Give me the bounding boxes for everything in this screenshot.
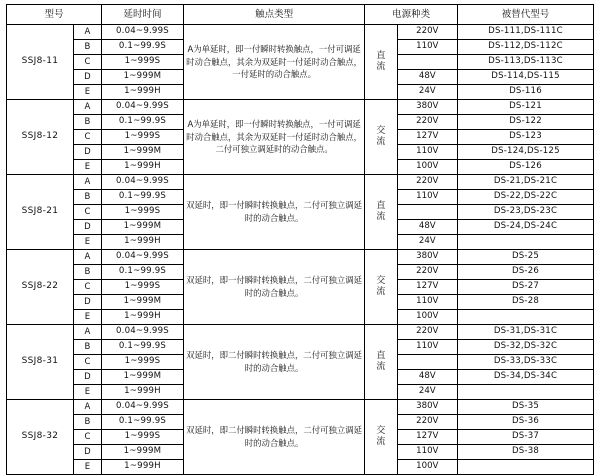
replacement-model-cell: DS-112,DS-112C	[458, 40, 594, 55]
code-cell: D	[73, 370, 101, 385]
power-type-char: 直	[376, 200, 386, 211]
header-range: 延时时间	[101, 5, 183, 25]
model-cell: SSJ8-11	[7, 25, 74, 100]
voltage-cell: 110V	[397, 340, 457, 355]
specification-table	[6, 4, 594, 475]
voltage-cell: 220V	[397, 175, 457, 190]
voltage-cell: 24V	[397, 85, 457, 100]
delay-range-cell: 1~999S	[101, 430, 183, 445]
delay-range-cell: 0.04~9.99S	[101, 25, 183, 40]
power-type-cell	[365, 100, 397, 175]
replacement-model-cell: DS-124,DS-125	[458, 145, 594, 160]
replacement-model-cell	[458, 385, 594, 400]
voltage-cell	[397, 205, 457, 220]
code-cell: D	[73, 295, 101, 310]
code-cell: C	[73, 205, 101, 220]
code-cell: A	[73, 400, 101, 415]
table-row	[7, 100, 594, 115]
voltage-cell: 24V	[397, 385, 457, 400]
voltage-cell: 220V	[397, 265, 457, 280]
delay-range-cell: 1~999H	[101, 85, 183, 100]
table-row	[7, 325, 594, 340]
delay-range-cell: 0.1~99.9S	[101, 340, 183, 355]
replacement-model-cell: DS-35	[458, 400, 594, 415]
header-row	[7, 5, 594, 25]
table-body	[7, 25, 594, 475]
voltage-cell: 48V	[397, 370, 457, 385]
code-cell: E	[73, 460, 101, 475]
code-cell: E	[73, 310, 101, 325]
code-cell: C	[73, 130, 101, 145]
delay-range-cell: 1~999M	[101, 145, 183, 160]
replacement-model-cell: DS-22,DS-22C	[458, 190, 594, 205]
header-replacement: 被替代型号	[458, 5, 594, 25]
voltage-cell: 110V	[397, 145, 457, 160]
power-type-cell	[365, 325, 397, 400]
code-cell: C	[73, 55, 101, 70]
delay-range-cell: 0.1~99.9S	[101, 115, 183, 130]
delay-range-cell: 1~999H	[101, 310, 183, 325]
delay-range-cell: 1~999S	[101, 55, 183, 70]
delay-range-cell: 1~999H	[101, 235, 183, 250]
code-cell: C	[73, 280, 101, 295]
model-cell: SSJ8-32	[7, 400, 74, 475]
code-cell: E	[73, 160, 101, 175]
replacement-model-cell: DS-36	[458, 415, 594, 430]
table-row	[7, 400, 594, 415]
delay-range-cell: 1~999H	[101, 460, 183, 475]
power-type-cell	[365, 400, 397, 475]
voltage-cell: 110V	[397, 190, 457, 205]
delay-range-cell: 0.04~9.99S	[101, 100, 183, 115]
delay-range-cell: 0.1~99.9S	[101, 265, 183, 280]
replacement-model-cell: DS-34,DS-34C	[458, 370, 594, 385]
voltage-cell: 100V	[397, 160, 457, 175]
code-cell: E	[73, 85, 101, 100]
delay-range-cell: 1~999H	[101, 385, 183, 400]
power-type-char: 直	[376, 50, 386, 61]
delay-range-cell: 0.1~99.9S	[101, 415, 183, 430]
table-row	[7, 25, 594, 40]
table-header	[7, 5, 594, 25]
voltage-cell: 220V	[397, 325, 457, 340]
replacement-model-cell: DS-23,DS-23C	[458, 205, 594, 220]
code-cell: B	[73, 190, 101, 205]
voltage-cell: 220V	[397, 115, 457, 130]
contact-type-cell: 双延时，即一付瞬时转换触点，二付可独立调延时的动合触点。	[183, 250, 364, 325]
code-cell: B	[73, 265, 101, 280]
code-cell: A	[73, 25, 101, 40]
header-model: 型号	[7, 5, 102, 25]
contact-type-cell: 双延时，即一付瞬时转换触点，二付可独立调延时的动合触点。	[183, 175, 364, 250]
code-cell: D	[73, 445, 101, 460]
code-cell: B	[73, 115, 101, 130]
delay-range-cell: 1~999M	[101, 220, 183, 235]
contact-type-cell: 双延时，即二付瞬时转换触点，二付可独立调延时的动合触点。	[183, 325, 364, 400]
code-cell: C	[73, 355, 101, 370]
voltage-cell: 220V	[397, 25, 457, 40]
replacement-model-cell: DS-25	[458, 250, 594, 265]
delay-range-cell: 1~999M	[101, 445, 183, 460]
replacement-model-cell: DS-111,DS-111C	[458, 25, 594, 40]
power-type-char: 流	[376, 437, 386, 447]
voltage-cell: 127V	[397, 130, 457, 145]
voltage-cell: 127V	[397, 280, 457, 295]
delay-range-cell: 1~999S	[101, 355, 183, 370]
replacement-model-cell: DS-114,DS-115	[458, 70, 594, 85]
voltage-cell: 380V	[397, 100, 457, 115]
power-type-cell	[365, 175, 397, 250]
delay-range-cell: 0.04~9.99S	[101, 400, 183, 415]
code-cell: D	[73, 220, 101, 235]
delay-range-cell: 0.04~9.99S	[101, 175, 183, 190]
replacement-model-cell: DS-126	[458, 160, 594, 175]
delay-range-cell: 1~999M	[101, 70, 183, 85]
contact-type-cell: A为单延时，即一付瞬时转换触点，一付可调延时动合触点，其余为双延时一付延时动合触点，一付延时的动合触点。	[183, 25, 364, 100]
delay-range-cell: 1~999M	[101, 370, 183, 385]
code-cell: A	[73, 325, 101, 340]
delay-range-cell: 1~999S	[101, 205, 183, 220]
contact-type-cell: 双延时，即二付瞬时转换触点，二付可独立调延时的动合触点。	[183, 400, 364, 475]
code-cell: E	[73, 235, 101, 250]
replacement-model-cell: DS-21,DS-21C	[458, 175, 594, 190]
voltage-cell: 100V	[397, 460, 457, 475]
power-type-cell	[365, 250, 397, 325]
voltage-cell: 220V	[397, 415, 457, 430]
voltage-cell	[397, 355, 457, 370]
power-type-cell	[365, 25, 397, 100]
voltage-cell: 110V	[397, 445, 457, 460]
voltage-cell: 48V	[397, 70, 457, 85]
delay-range-cell: 1~999S	[101, 130, 183, 145]
model-cell: SSJ8-31	[7, 325, 74, 400]
replacement-model-cell: DS-113,DS-113C	[458, 55, 594, 70]
power-type-char: 流	[376, 62, 386, 72]
header-power-type: 电源种类	[365, 5, 458, 25]
power-type-char: 流	[376, 287, 386, 297]
replacement-model-cell: DS-28	[458, 295, 594, 310]
table-row	[7, 175, 594, 190]
model-cell: SSJ8-12	[7, 100, 74, 175]
table-row	[7, 250, 594, 265]
code-cell: A	[73, 250, 101, 265]
contact-type-cell: A为单延时，即一付瞬时转换触点，一付可调延时动合触点，其余为双延时一付延时动合触点，二付可独立调延时的动合触点。	[183, 100, 364, 175]
code-cell: D	[73, 145, 101, 160]
delay-range-cell: 0.1~99.9S	[101, 40, 183, 55]
voltage-cell: 48V	[397, 220, 457, 235]
code-cell: E	[73, 385, 101, 400]
replacement-model-cell: DS-122	[458, 115, 594, 130]
code-cell: B	[73, 40, 101, 55]
code-cell: B	[73, 415, 101, 430]
voltage-cell: 127V	[397, 430, 457, 445]
code-cell: A	[73, 100, 101, 115]
power-type-char: 流	[376, 137, 386, 147]
replacement-model-cell: DS-31,DS-31C	[458, 325, 594, 340]
replacement-model-cell	[458, 460, 594, 475]
delay-range-cell: 0.04~9.99S	[101, 325, 183, 340]
delay-range-cell: 1~999S	[101, 280, 183, 295]
code-cell: B	[73, 340, 101, 355]
replacement-model-cell: DS-116	[458, 85, 594, 100]
power-type-char: 直	[376, 350, 386, 361]
voltage-cell: 100V	[397, 310, 457, 325]
power-type-char: 流	[376, 362, 386, 372]
replacement-model-cell: DS-37	[458, 430, 594, 445]
voltage-cell: 110V	[397, 40, 457, 55]
delay-range-cell: 1~999M	[101, 295, 183, 310]
replacement-model-cell: DS-32,DS-32C	[458, 340, 594, 355]
replacement-model-cell	[458, 310, 594, 325]
delay-range-cell: 0.1~99.9S	[101, 190, 183, 205]
power-type-char: 交	[376, 125, 386, 136]
voltage-cell: 110V	[397, 295, 457, 310]
voltage-cell	[397, 55, 457, 70]
delay-range-cell: 1~999H	[101, 160, 183, 175]
replacement-model-cell	[458, 235, 594, 250]
code-cell: D	[73, 70, 101, 85]
code-cell: A	[73, 175, 101, 190]
replacement-model-cell: DS-38	[458, 445, 594, 460]
model-cell: SSJ8-21	[7, 175, 74, 250]
code-cell: C	[73, 430, 101, 445]
replacement-model-cell: DS-33,DS-33C	[458, 355, 594, 370]
voltage-cell: 380V	[397, 250, 457, 265]
replacement-model-cell: DS-27	[458, 280, 594, 295]
voltage-cell: 380V	[397, 400, 457, 415]
replacement-model-cell: DS-26	[458, 265, 594, 280]
replacement-model-cell: DS-123	[458, 130, 594, 145]
voltage-cell: 24V	[397, 235, 457, 250]
power-type-char: 交	[376, 275, 386, 286]
replacement-model-cell: DS-121	[458, 100, 594, 115]
delay-range-cell: 0.04~9.99S	[101, 250, 183, 265]
power-type-char: 流	[376, 212, 386, 222]
model-cell: SSJ8-22	[7, 250, 74, 325]
replacement-model-cell: DS-24,DS-24C	[458, 220, 594, 235]
power-type-char: 交	[376, 425, 386, 436]
header-contact: 触点类型	[183, 5, 364, 25]
